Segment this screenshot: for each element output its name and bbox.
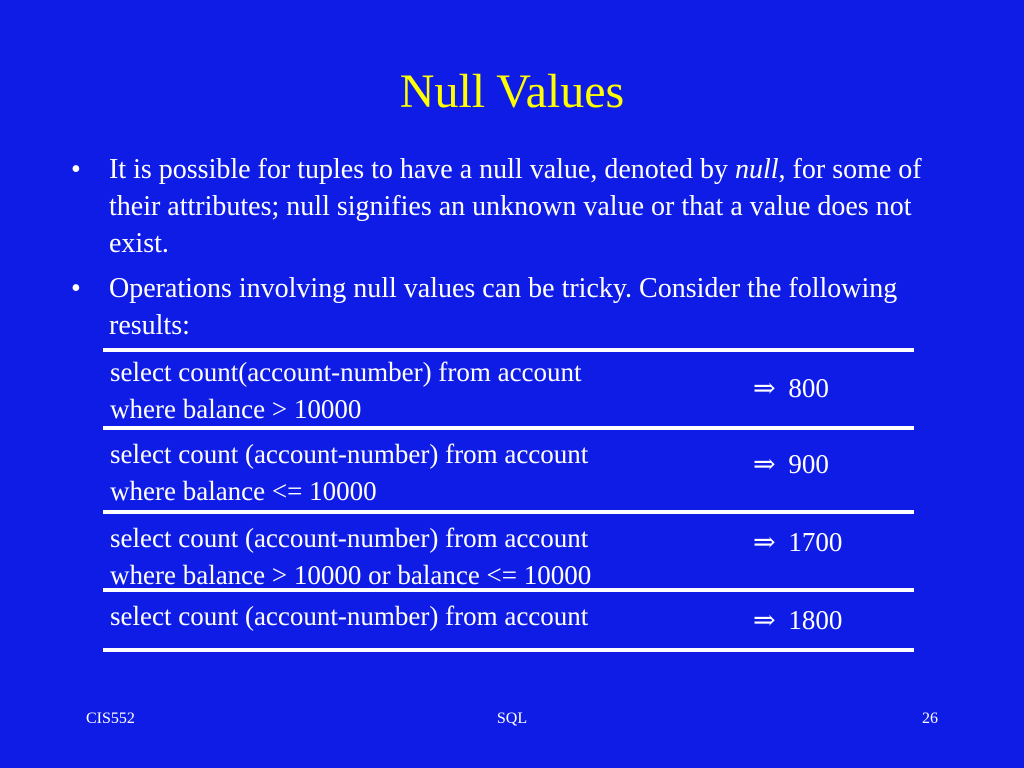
page-title: Null Values bbox=[399, 65, 625, 118]
query-line: select count (account-number) from account bbox=[110, 523, 589, 553]
null-emphasis: null bbox=[734, 154, 779, 185]
bullet-marker: • bbox=[71, 273, 81, 304]
bullet-text-start: It is possible for tuples to have a null value, denoted by bbox=[109, 154, 735, 185]
result-value: 1700 bbox=[788, 527, 843, 557]
footer-course: CIS552 bbox=[86, 710, 135, 727]
implies-arrow-icon: ⇒ bbox=[753, 527, 776, 557]
table-row bbox=[103, 430, 914, 510]
result-value: 900 bbox=[788, 449, 829, 479]
query-text bbox=[110, 354, 740, 428]
table-row bbox=[103, 352, 914, 426]
query-text bbox=[110, 520, 740, 594]
query-line: where balance > 10000 bbox=[110, 394, 362, 424]
result-value: 1800 bbox=[788, 605, 843, 635]
footer-topic: SQL bbox=[496, 710, 528, 727]
table-rule bbox=[103, 648, 914, 652]
bullet-marker: • bbox=[71, 154, 81, 185]
query-line: where balance <= 10000 bbox=[110, 476, 377, 506]
bullet-list bbox=[71, 151, 951, 352]
query-line: where balance > 10000 or balance <= 10000 bbox=[110, 560, 592, 590]
result-value: 800 bbox=[788, 373, 829, 403]
implies-arrow-icon: ⇒ bbox=[753, 449, 776, 479]
query-result bbox=[753, 370, 829, 407]
query-text bbox=[110, 436, 740, 510]
results-table bbox=[103, 348, 914, 652]
query-result bbox=[753, 602, 842, 639]
bullet-text: Operations involving null values can be tricky. Consider the following results: bbox=[109, 273, 898, 341]
footer-page-number: 26 bbox=[922, 710, 938, 727]
query-result bbox=[753, 446, 829, 483]
query-line: select count (account-number) from account bbox=[110, 601, 589, 631]
implies-arrow-icon: ⇒ bbox=[753, 373, 776, 403]
bullet-text-end: , for some of their attributes; null signifies an unknown value or that a value does not exist. bbox=[109, 154, 922, 259]
table-row bbox=[103, 592, 914, 648]
query-text bbox=[110, 598, 740, 635]
query-line: select count(account-number) from account bbox=[110, 357, 582, 387]
query-result bbox=[753, 524, 842, 561]
bullet-item-operations bbox=[71, 270, 951, 344]
implies-arrow-icon: ⇒ bbox=[753, 605, 776, 635]
query-line: select count (account-number) from account bbox=[110, 439, 589, 469]
bullet-item-null-definition bbox=[71, 151, 951, 262]
table-row bbox=[103, 514, 914, 588]
